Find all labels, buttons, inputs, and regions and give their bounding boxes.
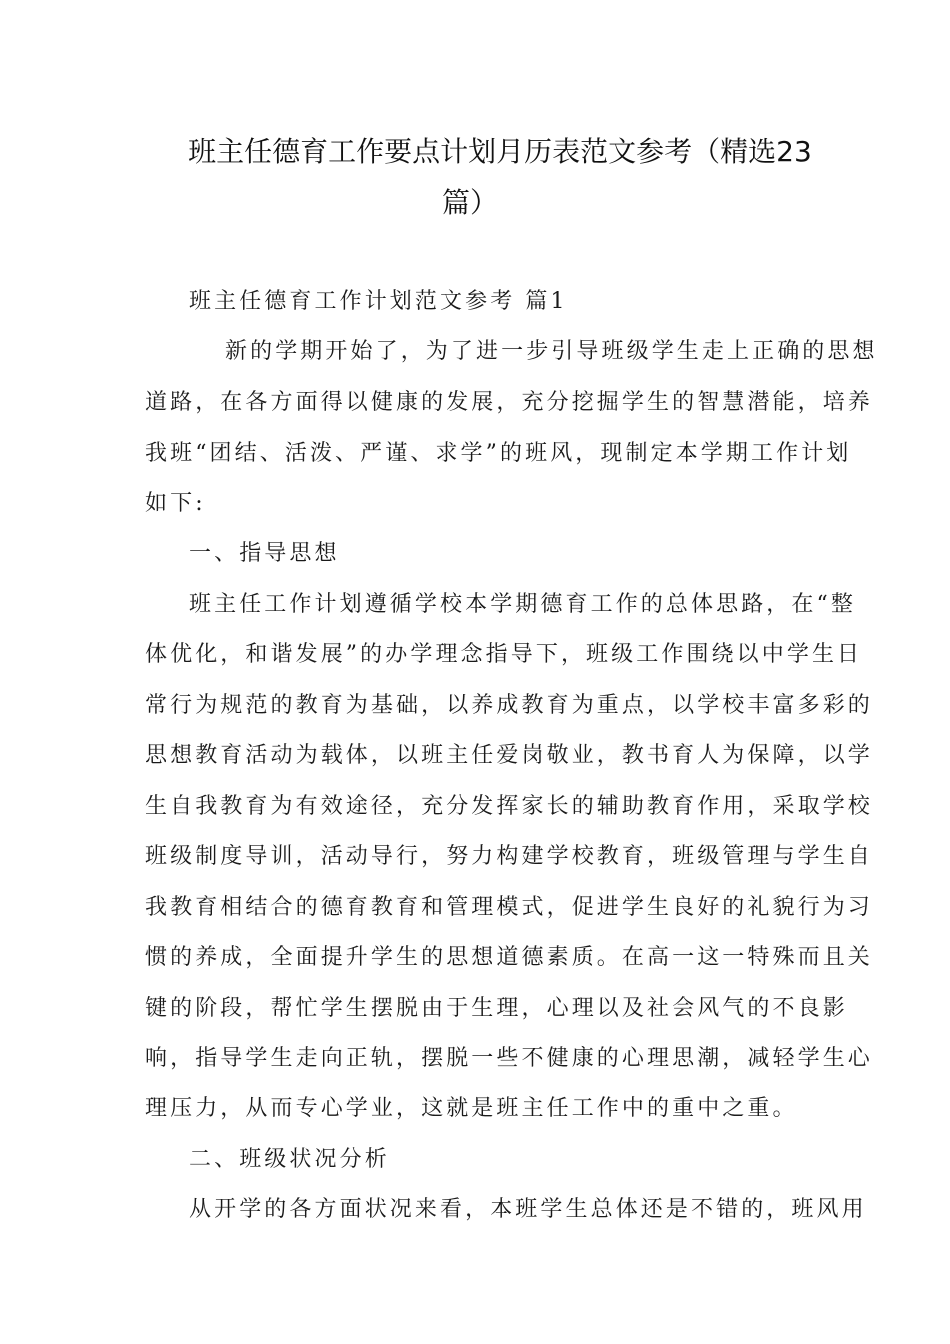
paragraph-line: 生自我教育为有效途径，充分发挥家长的辅助教育作用，采取学校 <box>145 794 873 819</box>
section-heading-class-analysis: 二、班级状况分析 <box>189 1147 390 1172</box>
paragraph-line: 我教育相结合的德育教育和管理模式，促进学生良好的礼貌行为习 <box>145 895 873 920</box>
paragraph-line: 如下: <box>145 491 206 516</box>
section-heading-article1: 班主任德育工作计划范文参考 篇1 <box>189 289 568 314</box>
paragraph-line: 理压力，从而专心学业，这就是班主任工作中的重中之重。 <box>145 1096 798 1121</box>
paragraph-line: 从开学的各方面状况来看，本班学生总体还是不错的，班风用 <box>189 1197 867 1222</box>
document-title-line1: 班主任德育工作要点计划月历表范文参考（精选23 <box>188 135 812 168</box>
section-heading-guiding-ideology: 一、指导思想 <box>189 541 340 566</box>
paragraph-line: 惯的养成，全面提升学生的思想道德素质。在高一这一特殊而且关 <box>145 945 873 970</box>
paragraph-line: 我班“团结、活泼、严谨、求学”的班风，现制定本学期工作计划 <box>145 441 852 466</box>
paragraph-line: 班级制度导训，活动导行，努力构建学校教育，班级管理与学生自 <box>145 844 873 869</box>
paragraph-line: 键的阶段，帮忙学生摆脱由于生理，心理以及社会风气的不良影 <box>145 996 848 1021</box>
paragraph-line: 思想教育活动为载体，以班主任爱岗敬业，教书育人为保障，以学 <box>145 743 873 768</box>
paragraph-line: 道路，在各方面得以健康的发展，充分挖掘学生的智慧潜能，培养 <box>145 390 873 415</box>
paragraph-line: 班主任工作计划遵循学校本学期德育工作的总体思路，在“整 <box>189 592 856 617</box>
paragraph-line: 响，指导学生走向正轨，摆脱一些不健康的心理思潮，减轻学生心 <box>145 1046 873 1071</box>
paragraph-line: 常行为规范的教育为基础，以养成教育为重点，以学校丰富多彩的 <box>145 693 873 718</box>
document-title-line2: 篇） <box>441 186 498 219</box>
paragraph-line: 新的学期开始了，为了进一步引导班级学生走上正确的思想 <box>225 339 878 364</box>
paragraph-line: 体优化，和谐发展”的办学理念指导下，班级工作围绕以中学生日 <box>145 642 863 667</box>
